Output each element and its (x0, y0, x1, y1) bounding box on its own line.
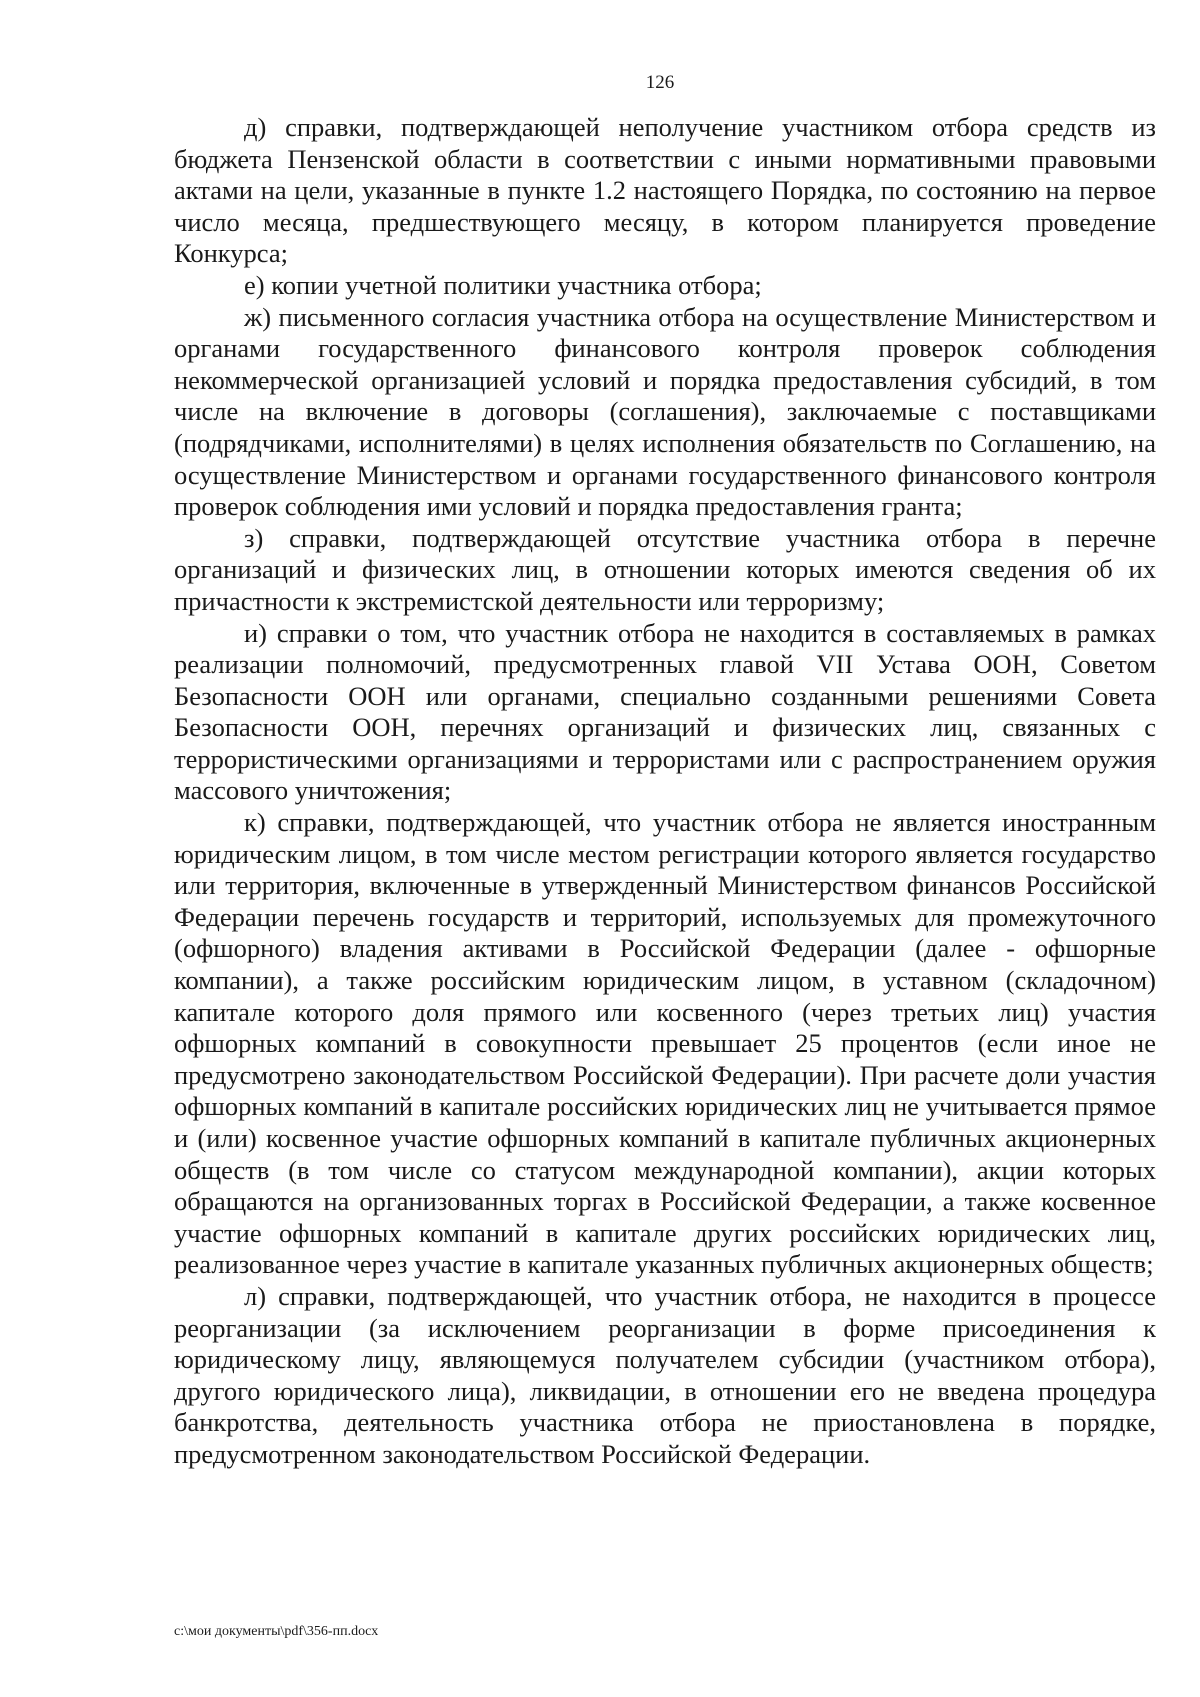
paragraph-l: л) справки, подтверждающей, что участник отбора, не находится в процессе реорганизации (за исключением реорганизации в форме присоединения к юридическому лицу, являющемуся получателем субсидии (участником отбора), другого юридического лица), ликвидации, в отношении его не введена процедура банкротства, деятельность участника отбора не приостановлена в порядке, предусмотренном законодательством Российской Федерации. (174, 1280, 1156, 1469)
paragraph-i: и) справки о том, что участник отбора не находится в составляемых в рамках реализации полномочий, предусмотренных главой VII Устава ООН, Советом Безопасности ООН или органами, специально созданными решениями Совета Безопасности ООН, перечнях организаций и физических лиц, связанных с террористическими организациями и террористами или с распространением оружия массового уничтожения; (174, 617, 1156, 806)
paragraph-d: д) справки, подтверждающей неполучение участником отбора средств из бюджета Пензенской области в соответствии с иными нормативными правовыми актами на цели, указанные в пункте 1.2 настоящего Порядка, по состоянию на первое число месяца, предшествующего месяцу, в котором планируется проведение Конкурса; (174, 112, 1156, 269)
paragraph-k: к) справки, подтверждающей, что участник отбора не является иностранным юридическим лицом, в том числе местом регистрации которого является государство или территория, включенные в утвержденный Министерством финансов Российской Федерации перечень государств и территорий, используемых для промежуточного (офшорного) владения активами в Российской Федерации (далее - офшорные компании), а также российским юридическим лицом, в уставном (складочном) капитале которого доля прямого или косвенного (через третьих лиц) участия офшорных компаний в совокупности превышает 25 процентов (если иное не предусмотрено законодательством Российской Федерации). При расчете доли участия офшорных компаний в капитале российских юридических лиц не учитывается прямое и (или) косвенное участие офшорных компаний в капитале публичных акционерных обществ (в том числе со статусом международной компании), акции которых обращаются на организованных торгах в Российской Федерации, а также косвенное участие офшорных компаний в капитале других российских юридических лиц, реализованное через участие в капитале указанных публичных акционерных обществ; (174, 807, 1156, 1280)
paragraph-e: е) копии учетной политики участника отбора; (244, 269, 762, 300)
footer-file-path: c:\мои документы\pdf\356-пп.docx (174, 1624, 379, 1639)
paragraph-z: з) справки, подтверждающей отсутствие участника отбора в перечне организаций и физических лиц, в отношении которых имеются сведения об их причастности к экстремистской деятельности или терроризму; (174, 522, 1156, 616)
page-number: 126 (645, 72, 675, 93)
document-body (174, 112, 1156, 1471)
paragraph-zh: ж) письменного согласия участника отбора на осуществление Министерством и органами государственного финансового контроля проверок соблюдения некоммерческой организацией условий и порядка предоставления субсидий, в том числе на включение в договоры (соглашения), заключаемые с поставщиками (подрядчиками, исполнителями) в целях исполнения обязательств по Соглашению, на осуществление Министерством и органами государственного финансового контроля проверок соблюдения ими условий и порядка предоставления гранта; (174, 301, 1156, 522)
